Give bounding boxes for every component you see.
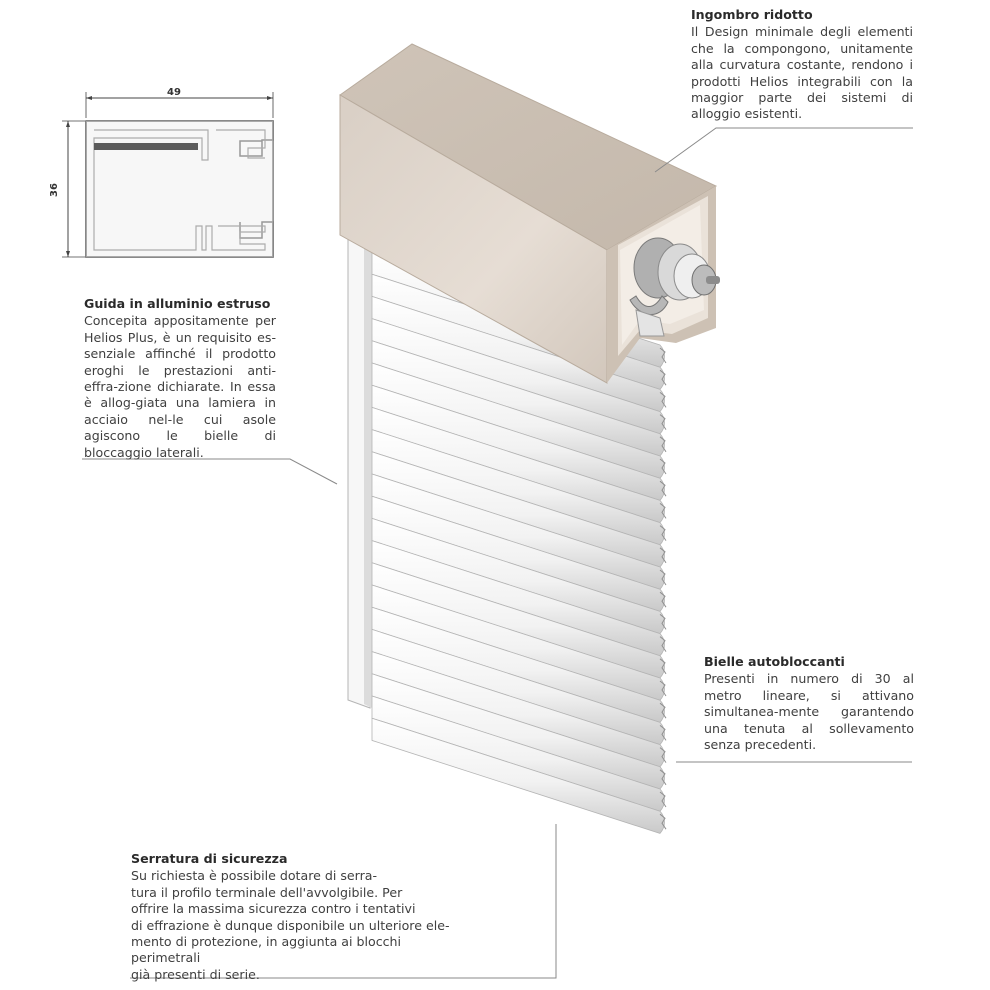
profile-height-label: 36	[49, 183, 60, 197]
callout-body: Il Design minimale degli elementi che la compongono, unitamente alla curvatura costante, rendono i prodotti Helios integrabili con la maggior parte dei sistemi di alloggio esistenti.	[691, 24, 913, 122]
callout-title: Bielle autobloccanti	[704, 654, 845, 669]
callout-self-locking-links	[704, 654, 914, 753]
callout-title: Serratura di sicurezza	[131, 851, 288, 866]
callout-aluminium-guide	[84, 296, 276, 461]
callout-reduced-size	[691, 7, 913, 123]
callout-title: Guida in alluminio estruso	[84, 296, 271, 311]
callout-security-lock	[131, 851, 471, 983]
profile-width-label: 49	[167, 87, 181, 98]
side-guide-rail	[348, 238, 372, 708]
callout-body: Su richiesta è possibile dotare di serra- tura il profilo terminale dell'avvolgibile. Per offrire la massima sicurezza contro i tentativi di effrazione è dunque disponibile un ulteriore ele- mento di protezione, in aggiunta ai blocchi perimetrali già presenti di serie.	[131, 868, 450, 982]
callout-title: Ingombro ridotto	[691, 7, 813, 22]
callout-body: Concepita appositamente per Helios Plus, è un requisito es-senziale affinché il prodotto eroghi le prestazioni anti-effra-zione dichiarate. In essa è allog-giata una lamiera in acciaio nel-le cui asole agiscono le bielle di bloccaggio laterali.	[84, 313, 276, 460]
callout-body: Presenti in numero di 30 al metro lineare, si attivano simultanea-mente garantendo una tenuta al sollevamento senza precedenti.	[704, 671, 914, 753]
guide-profile-section	[49, 87, 273, 257]
